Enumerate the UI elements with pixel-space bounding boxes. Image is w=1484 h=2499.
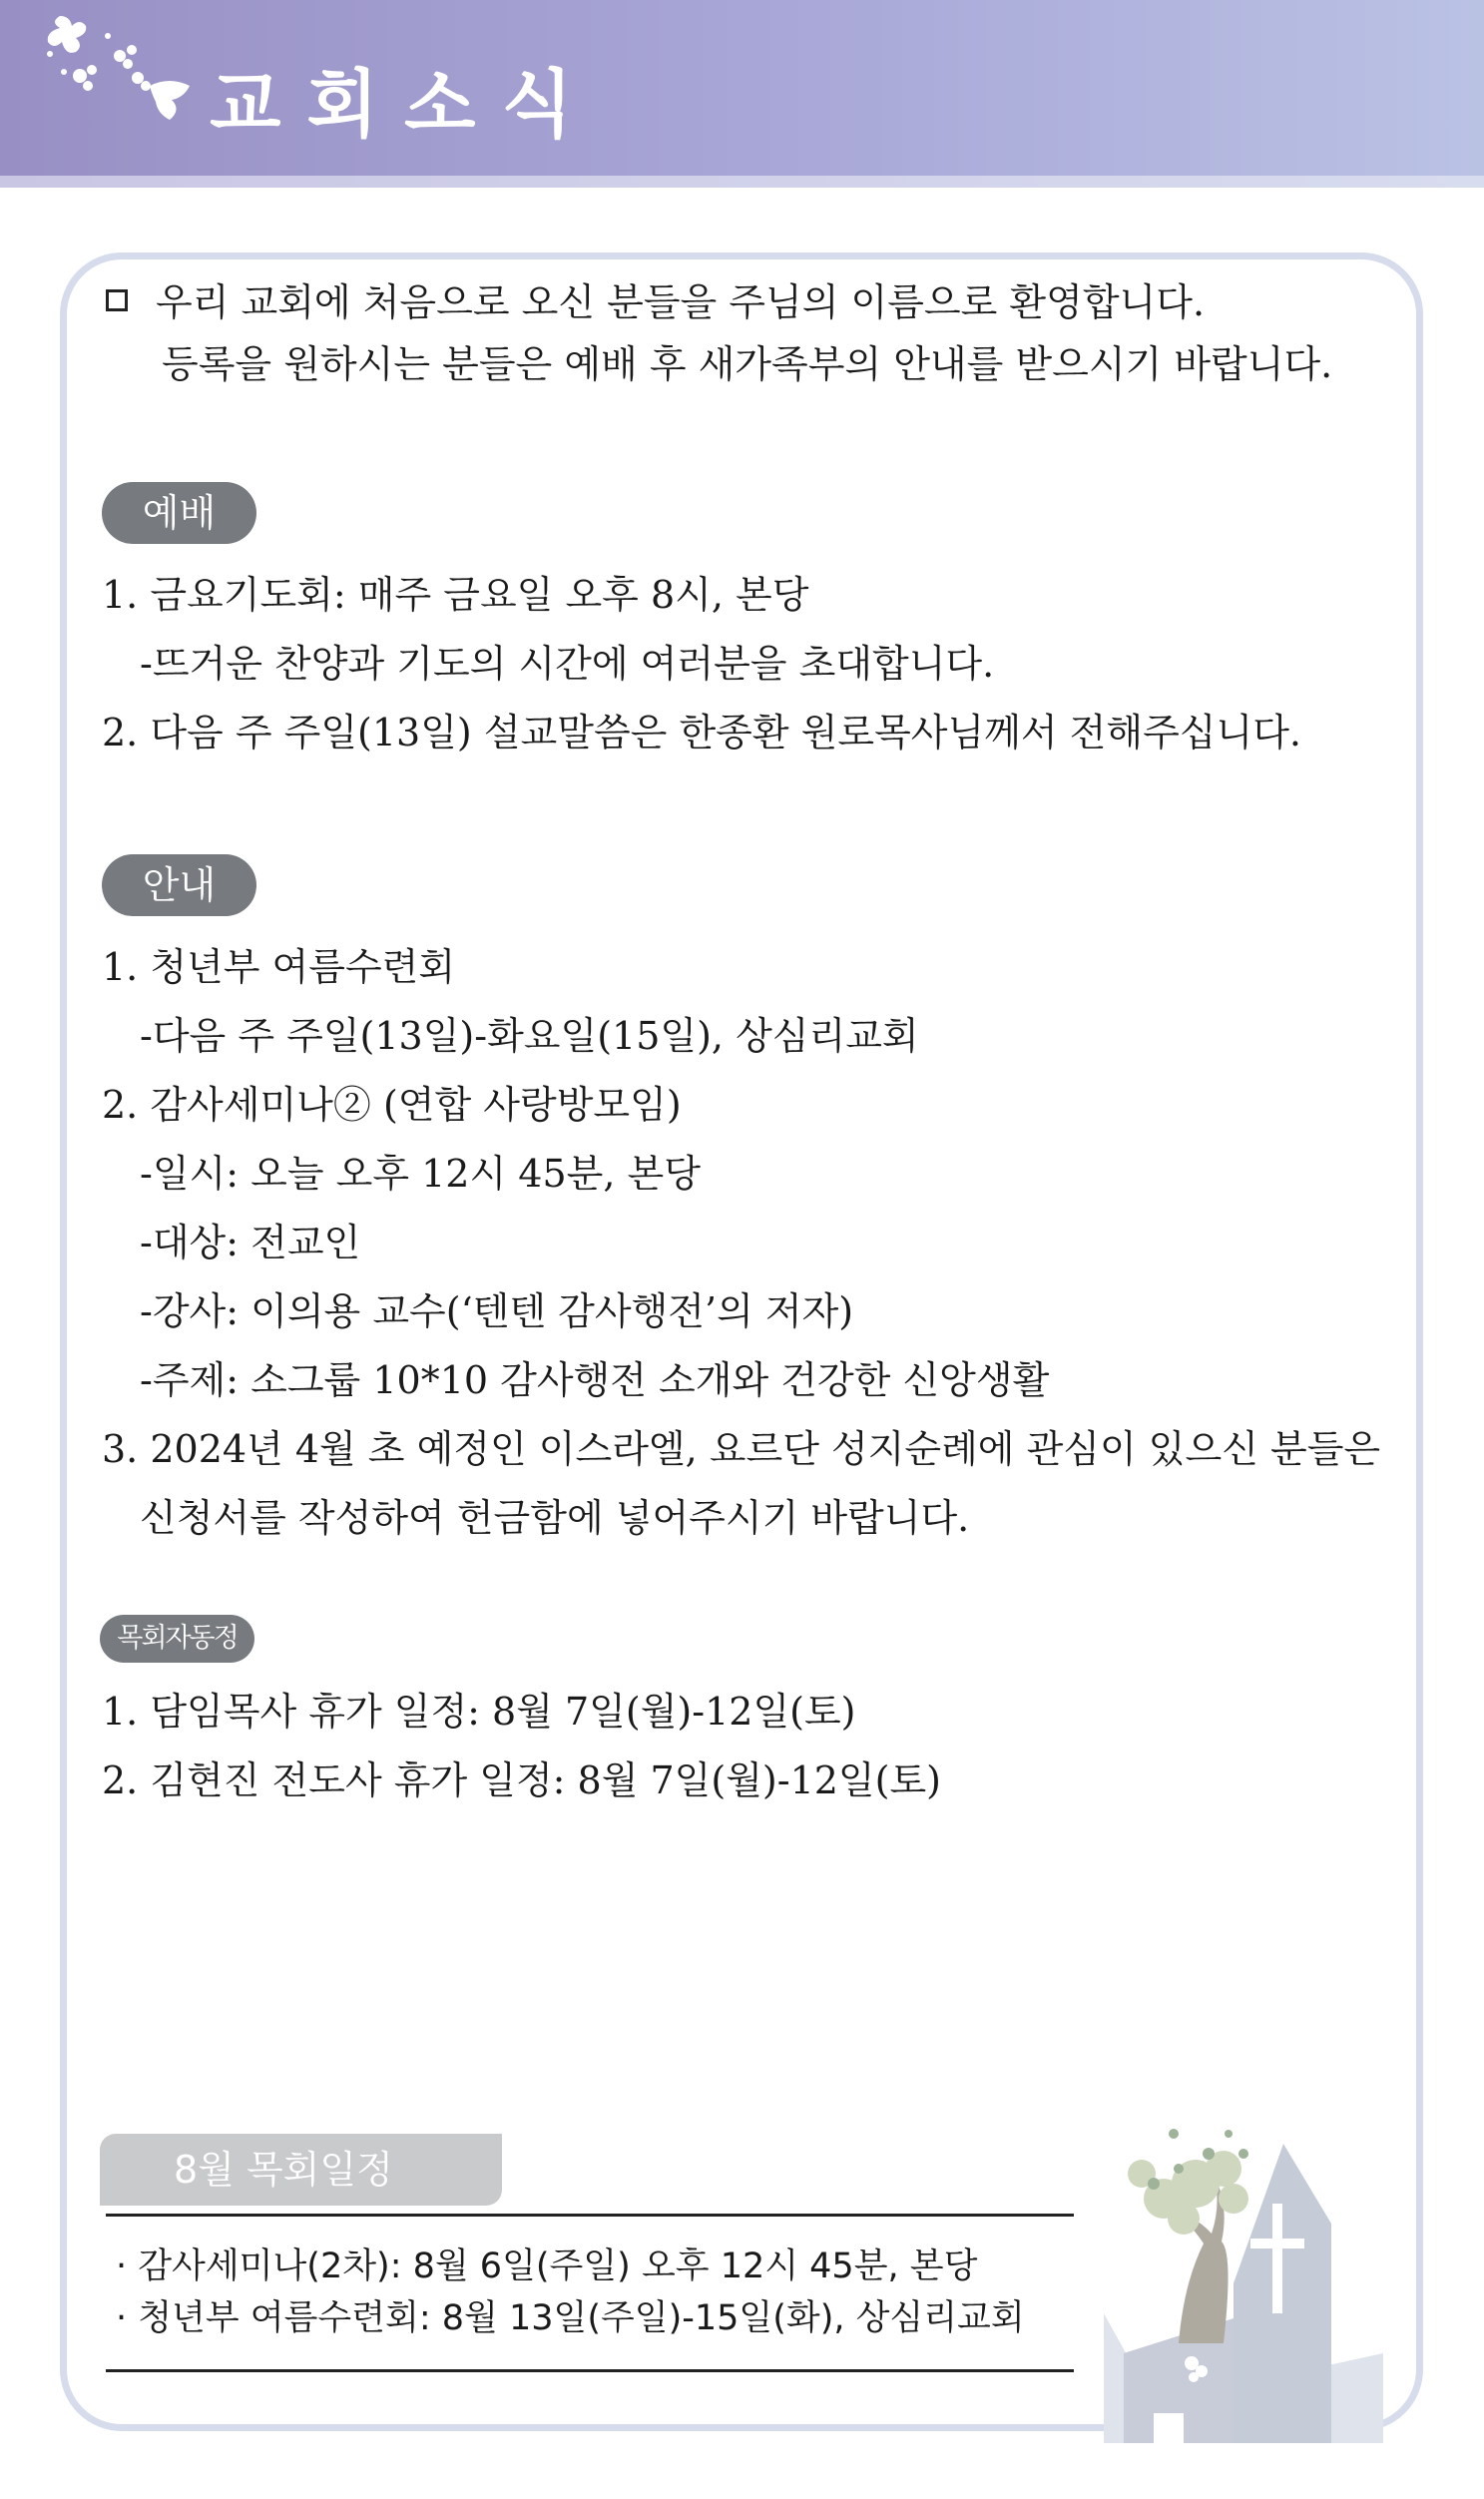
list-item: · 청년부 여름수련회: 8월 13일(주일)-15일(화), 상심리교회 bbox=[116, 2298, 1025, 2338]
list-item: -일시: 오늘 오후 12시 45분, 본당 bbox=[140, 1152, 701, 1196]
list-item: 2. 다음 주 주일(13일) 설교말씀은 한종환 원로목사님께서 전해주십니다. bbox=[102, 711, 1302, 754]
checkbox-icon bbox=[106, 289, 128, 311]
list-item: · 감사세미나(2차): 8월 6일(주일) 오후 12시 45분, 본당 bbox=[116, 2247, 978, 2286]
notice-list bbox=[102, 933, 1419, 1553]
worship-section-label: 예배 bbox=[102, 482, 256, 544]
list-item: 1. 청년부 여름수련회 bbox=[102, 945, 456, 989]
page-title: 교회소식 bbox=[210, 62, 599, 148]
worship-list bbox=[102, 561, 1419, 767]
header-divider bbox=[0, 176, 1484, 188]
pastor-list bbox=[102, 1678, 1419, 1815]
welcome-message bbox=[106, 271, 1403, 395]
list-item: -강사: 이의용 교수(‘텐텐 감사행전’의 저자) bbox=[140, 1289, 854, 1333]
header-banner bbox=[0, 0, 1484, 176]
august-schedule-label: 8월 목회일정 bbox=[100, 2134, 502, 2206]
list-item: 1. 금요기도회: 매주 금요일 오후 8시, 본당 bbox=[102, 573, 809, 617]
list-item: -뜨거운 찬양과 기도의 시간에 여러분을 초대합니다. bbox=[140, 642, 995, 686]
list-item: 2. 감사세미나② (연합 사랑방모임) bbox=[102, 1083, 682, 1127]
pastor-section-label: 목회자동정 bbox=[100, 1615, 254, 1663]
list-item: -주제: 소그룹 10*10 감사행전 소개와 건강한 신앙생활 bbox=[140, 1358, 1050, 1402]
list-item: -다음 주 주일(13일)-화요일(15일), 상심리교회 bbox=[140, 1014, 919, 1058]
welcome-line-1: 우리 교회에 처음으로 오신 분들을 주님의 이름으로 환영합니다. bbox=[106, 271, 1403, 333]
list-item: 2. 김현진 전도사 휴가 일정: 8월 7일(월)-12일(토) bbox=[102, 1758, 942, 1802]
church-tree-icon bbox=[1084, 2114, 1383, 2443]
divider bbox=[106, 2369, 1074, 2372]
divider bbox=[106, 2214, 1074, 2217]
list-item: 신청서를 작성하여 헌금함에 넣어주시기 바랍니다. bbox=[140, 1496, 970, 1540]
list-item: -대상: 전교인 bbox=[140, 1221, 361, 1264]
list-item: 3. 2024년 4월 초 예정인 이스라엘, 요르단 성지순례에 관심이 있으신 분들은 bbox=[102, 1427, 1381, 1471]
butterfly-icon bbox=[20, 6, 210, 126]
list-item: 1. 담임목사 휴가 일정: 8월 7일(월)-12일(토) bbox=[102, 1690, 856, 1734]
august-schedule-list bbox=[116, 2241, 1094, 2344]
welcome-line-2: 등록을 원하시는 분들은 예배 후 새가족부의 안내를 받으시기 바랍니다. bbox=[162, 342, 1333, 386]
notice-section-label: 안내 bbox=[102, 854, 256, 916]
